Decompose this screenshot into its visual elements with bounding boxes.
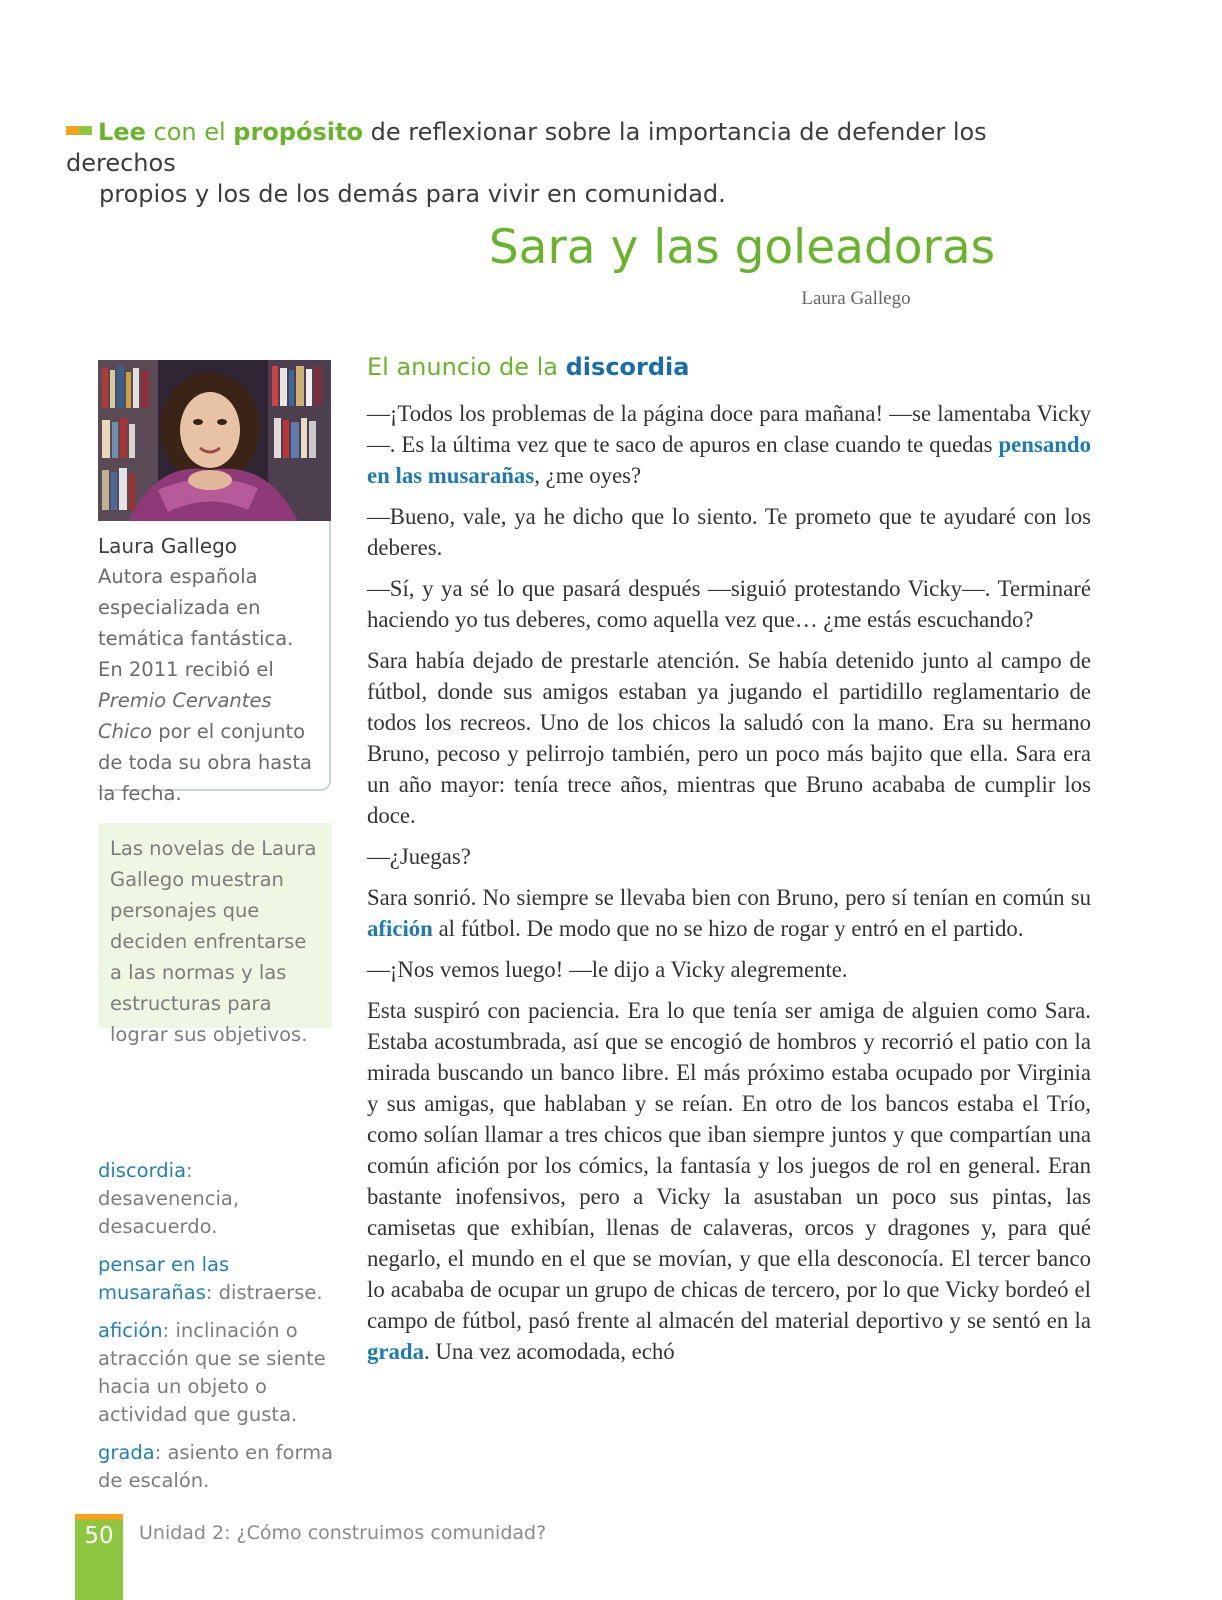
- story-paragraph: —¡Nos vemos luego! —le dijo a Vicky alegremente.: [367, 957, 848, 982]
- story-title: Sara y las goleadoras: [488, 220, 996, 275]
- purpose-proposito: propósito: [233, 118, 363, 146]
- paragraph-text: Esta suspiró con paciencia. Era lo que tenía ser amiga de alguien como Sara. Estaba acostumbrada, así que se encogió de hombros y recorrió el patio con la mirada buscando un banco libre. El más próximo estaba ocupado por Virginia y sus amigas, que hablaban y se reían. En otro de los bancos estaba el Trío, como solían llamar a tres chicos que iban siempre juntos y que compartían una común afición por los cómics, la fantasía y los juegos de rol en general. Eran bastante inofensivos, pero a Vicky la asustaban un poco sus pintas, las camisetas que exhibían, llenas de calaveras, orcos y dragones y, para qué negarlo, el mundo en el que se movían, y que ella desconocía. El tercer banco lo acababa de ocupar un grupo de chicas de tercero, por lo que Vicky bordeó el campo de fútbol, pasó frente al almacén del material deportivo y se sentó en la: [367, 998, 1091, 1333]
- bullet-marker-icon: [66, 126, 92, 135]
- author-note-box: Las novelas de Laura Gallego muestran personajes que deciden enfrentarse a las normas y las estructuras para lograr sus objetivos.: [98, 823, 332, 1028]
- story-paragraph: [367, 995, 1091, 1367]
- story-author: Laura Gallego: [801, 288, 911, 309]
- story-paragraph: —Sí, y ya sé lo que pasará después —siguió protestando Vicky—. Terminaré haciendo yo tus deberes, como aquella vez que… ¿me estás escuchando?: [367, 576, 1091, 632]
- story-paragraph: —¿Juegas?: [367, 844, 471, 869]
- glossary-term: discordia: [98, 1159, 187, 1182]
- glossary-definition: : distraerse.: [205, 1281, 323, 1304]
- story-paragraph: [367, 398, 1091, 491]
- author-bio-part1: Autora española especializada en temática fantástica. En 2011 recibió el: [98, 565, 294, 681]
- paragraph-text: . Una vez acomodada, echó: [424, 1339, 675, 1364]
- purpose-line1-rest: de reflexionar sobre la importancia de defender los derechos: [66, 118, 987, 177]
- author-bio-award: Premio Cervantes Chico: [98, 689, 272, 743]
- glossary-term: afición: [98, 1319, 163, 1342]
- glossary-entry: [98, 1439, 338, 1495]
- story-paragraph: Sara había dejado de prestarle atención. Se había detenido junto al campo de fútbol, donde sus amigos estaban ya jugando el partidillo reglamentario de todos los recreos. Uno de los chicos la saludó con la mano. Era su hermano Bruno, pecoso y pelirrojo también, pero un poco más bajito que ella. Sara era un año mayor: tenía trece años, mientras que Bruno acababa de cumplir los doce.: [367, 648, 1091, 828]
- purpose-con-el: con el: [153, 118, 226, 146]
- glossary-entry: [98, 1317, 338, 1429]
- glossary-term: grada: [98, 1441, 155, 1464]
- glossary: [98, 1157, 338, 1505]
- purpose-lee: Lee: [98, 118, 146, 146]
- author-photo: [98, 360, 331, 521]
- glossary-entry: [98, 1251, 338, 1307]
- glossary-definition: : inclinación o atracción que se siente hacia un objeto o actividad que gusta.: [98, 1319, 326, 1426]
- author-bio-box: [98, 521, 331, 805]
- glossary-highlight: afición: [367, 916, 433, 941]
- paragraph-text: al fútbol. De modo que no se hizo de rogar y entró en el partido.: [438, 916, 1024, 941]
- glossary-highlight: grada: [367, 1339, 424, 1364]
- glossary-highlight: pensando en las musarañas: [367, 432, 1091, 488]
- glossary-definition: : desavenencia, desacuerdo.: [98, 1159, 240, 1238]
- story-paragraph: —Bueno, vale, ya he dicho que lo siento. Te prometo que te ayudaré con los deberes.: [367, 504, 1091, 560]
- purpose-line2: propios y los de los demás para vivir en comunidad.: [99, 180, 726, 208]
- glossary-definition: : asiento en forma de escalón.: [98, 1441, 334, 1492]
- section-heading: [367, 353, 689, 381]
- page-number: 50: [84, 1523, 114, 1549]
- reading-purpose: [66, 117, 1076, 210]
- paragraph-text: Sara sonrió. No siempre se llevaba bien con Bruno, pero sí tenían en común su: [367, 885, 1091, 910]
- author-portrait-image: [98, 360, 331, 521]
- author-bio: [98, 561, 329, 809]
- glossary-term: pensar en las musarañas: [98, 1253, 230, 1304]
- paragraph-text: —¡Todos los problemas de la página doce para mañana! —se lamentaba Vicky—. Es la última vez que te saco de apuros en clase cuando te quedas: [367, 401, 1091, 457]
- author-bio-part2: por el conjunto de toda su obra hasta la fecha.: [98, 720, 312, 805]
- glossary-entry: [98, 1157, 338, 1241]
- story-text: [367, 398, 1091, 1377]
- section-heading-prefix: El anuncio de la: [367, 353, 558, 381]
- story-paragraph: [367, 882, 1091, 944]
- section-heading-keyword: discordia: [565, 353, 690, 381]
- paragraph-text: , ¿me oyes?: [534, 463, 642, 488]
- unit-title: Unidad 2: ¿Cómo construimos comunidad?: [139, 1522, 547, 1544]
- author-name: Laura Gallego: [98, 534, 238, 558]
